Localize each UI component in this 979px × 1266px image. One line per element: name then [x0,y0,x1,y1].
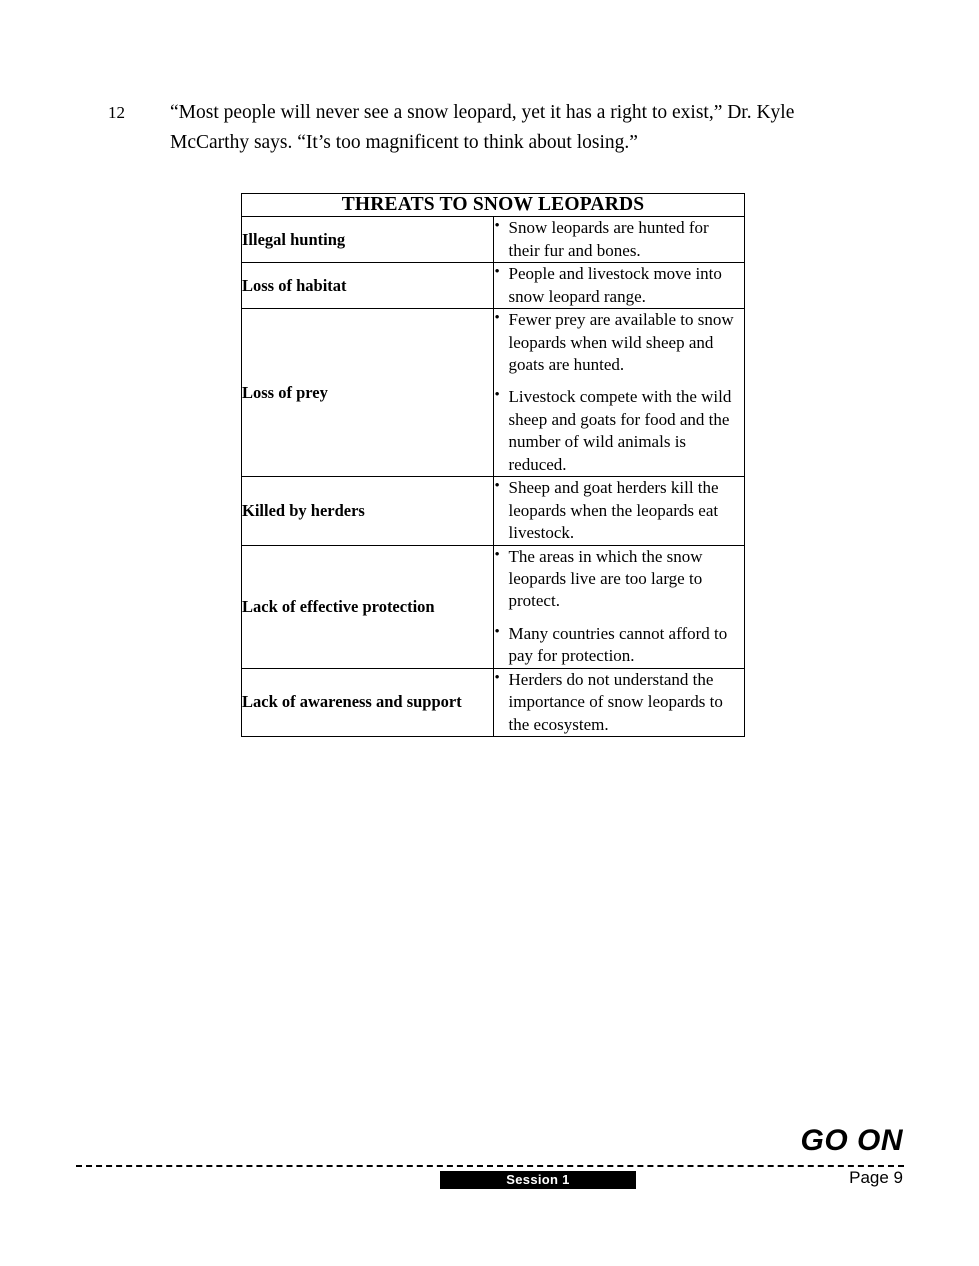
list-item: • Herders do not understand the importance of snow leopards to the ecosystem. [494,669,745,736]
bullet-list [494,217,745,262]
list-item: • Snow leopards are hunted for their fur and bones. [494,217,745,262]
threat-category: Loss of prey [242,309,494,477]
table-row [242,668,745,736]
table-title-row [242,194,745,217]
table-title: THREATS TO SNOW LEOPARDS [242,194,745,217]
table-row [242,477,745,545]
go-on-label: GO ON [800,1124,903,1157]
bullet-list [494,546,745,668]
bullet-list [494,263,745,308]
table-row [242,263,745,309]
session-badge: Session 1 [440,1171,636,1189]
threat-category: Lack of awareness and support [242,668,494,736]
threat-description [493,263,745,309]
table-row [242,217,745,263]
table-row [242,309,745,477]
threat-description [493,668,745,736]
page-number: Page 9 [849,1168,903,1187]
threat-category: Lack of effective protection [242,545,494,668]
paragraph-row [108,98,868,158]
list-item: • Sheep and goat herders kill the leopards when the leopards eat livestock. [494,477,745,544]
footer-divider [76,1165,904,1167]
paragraph-number: 12 [108,103,125,122]
paragraph-text: “Most people will never see a snow leopard, yet it has a right to exist,” Dr. Kyle McCarthy says. “It’s too magnificent to think about losing.” [170,102,795,153]
paragraph-block [108,98,868,158]
threats-table-wrapper [241,193,745,737]
threats-table [241,193,745,737]
bullet-list [494,669,745,736]
bullet-list [494,309,745,476]
list-item: • Many countries cannot afford to pay for protection. [494,623,745,668]
threat-category: Illegal hunting [242,217,494,263]
threat-description [493,477,745,545]
list-item: • The areas in which the snow leopards live are too large to protect. [494,546,745,613]
list-item: • Livestock compete with the wild sheep and goats for food and the number of wild animals is reduced. [494,386,745,476]
list-item: • Fewer prey are available to snow leopards when wild sheep and goats are hunted. [494,309,745,376]
threat-category: Killed by herders [242,477,494,545]
threat-description [493,545,745,668]
bullet-list [494,477,745,544]
threat-description [493,217,745,263]
threat-description [493,309,745,477]
list-item: • People and livestock move into snow leopard range. [494,263,745,308]
table-row [242,545,745,668]
threat-category: Loss of habitat [242,263,494,309]
